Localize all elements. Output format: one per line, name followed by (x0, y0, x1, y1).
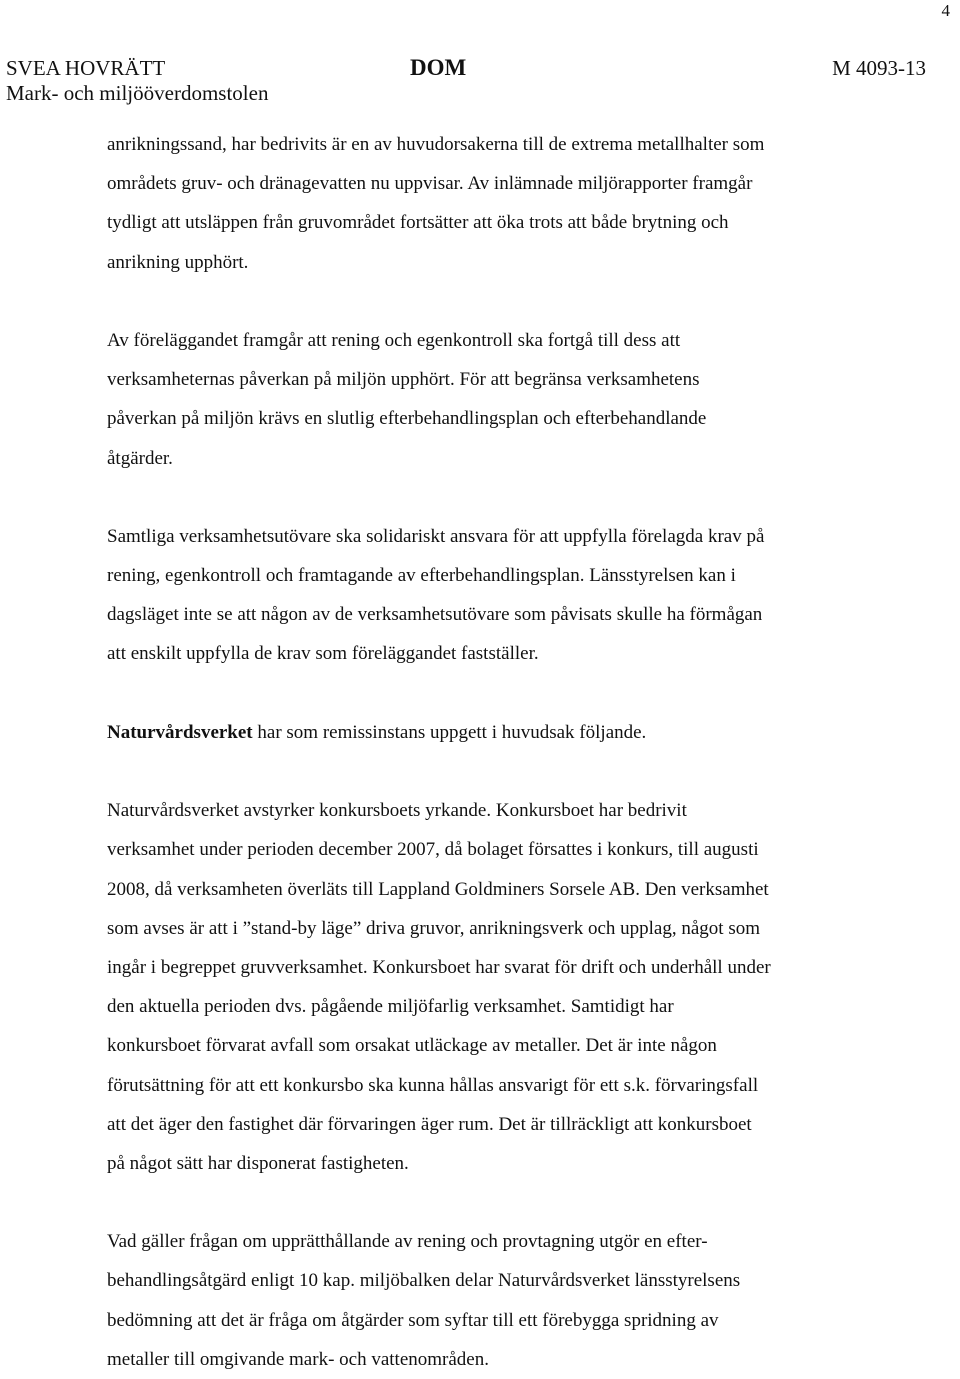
text-line: anrikning upphört. (107, 251, 249, 273)
text-line: anrikningssand, har bedrivits är en av huvudorsakerna till de extrema metallhalter som (107, 134, 765, 155)
lead-rest-text: har som remissinstans uppgett i huvudsak följande. (252, 721, 647, 743)
paragraph-2 (107, 321, 907, 478)
text-line: som avses är att i ”stand-by läge” driva gruvor, anrikningsverk och upplag, något som (107, 917, 760, 939)
text-line: rening, egenkontroll och framtagande av efterbehandlingsplan. Länsstyrelsen kan i (107, 565, 736, 587)
text-line: åtgärder. (107, 447, 173, 469)
text-line: att det äger den fastighet där förvaringen äger rum. Det är tillräckligt att konkursboet (107, 1113, 752, 1135)
case-number: M 4093-13 (832, 56, 926, 80)
text-line: tydligt att utsläppen från gruvområdet fortsätter att öka trots att både brytning och (107, 212, 729, 234)
text-line: den aktuella perioden dvs. pågående miljöfarlig verksamhet. Samtidigt har (107, 996, 674, 1018)
paragraph-1 (107, 125, 907, 282)
text-line (107, 713, 907, 752)
text-line: förutsättning för att ett konkursbo ska kunna hållas ansvarigt för ett s.k. förvaringsfall (107, 1074, 759, 1096)
bold-lead-text: Naturvårdsverket (107, 721, 253, 743)
text-line: dagsläget inte se att någon av de verksamhetsutövare som påvisats skulle ha förmågan (107, 604, 763, 626)
paragraph-5 (107, 791, 907, 1183)
text-line: att enskilt uppfylla de krav som föreläggandet fastställer. (107, 643, 539, 665)
text-line: områdets gruv- och dränagevatten nu uppvisar. Av inlämnade miljörapporter framgår (107, 173, 753, 195)
text-line: Vad gäller frågan om upprätthållande av rening och provtagning utgör en efter- (107, 1231, 708, 1253)
document-header (6, 56, 926, 106)
text-line: påverkan på miljön krävs en slutlig efterbehandlingsplan och efterbehandlande (107, 408, 707, 430)
document-body (107, 125, 907, 1379)
text-line: konkursboet förvarat avfall som orsakat utläckage av metaller. Det är inte någon (107, 1035, 717, 1057)
paragraph-6 (107, 1222, 907, 1379)
text-line: Naturvårdsverket avstyrker konkursboets yrkande. Konkursboet har bedrivit (107, 800, 687, 822)
text-line: Samtliga verksamhetsutövare ska solidariskt ansvara för att uppfylla förelagda krav på (107, 525, 765, 547)
text-line: 2008, då verksamheten överläts till Lappland Goldminers Sorsele AB. Den verksamhet (107, 878, 769, 900)
text-line: Av föreläggandet framgår att rening och egenkontroll ska fortgå till dess att (107, 329, 681, 351)
paragraph-4 (107, 713, 907, 752)
text-line: verksamheternas påverkan på miljön upphört. För att begränsa verksamhetens (107, 369, 700, 391)
page-number: 4 (941, 1, 950, 20)
paragraph-3 (107, 517, 907, 674)
court-name: SVEA HOVRÄTT (6, 56, 166, 80)
text-line: metaller till omgivande mark- och vattenområden. (107, 1348, 489, 1370)
text-line: verksamhet under perioden december 2007, då bolaget försattes i konkurs, till augusti (107, 839, 759, 861)
text-line: på något sätt har disponerat fastigheten. (107, 1152, 409, 1174)
text-line: behandlingsåtgärd enligt 10 kap. miljöbalken delar Naturvårdsverket länsstyrelsens (107, 1270, 741, 1292)
text-line: bedömning att det är fråga om åtgärder som syftar till ett förebygga spridning av (107, 1309, 719, 1331)
text-line: ingår i begreppet gruvverksamhet. Konkursboet har svarat för drift och underhåll under (107, 956, 771, 978)
document-type: DOM (410, 55, 467, 80)
court-department: Mark- och miljööverdomstolen (6, 81, 269, 105)
